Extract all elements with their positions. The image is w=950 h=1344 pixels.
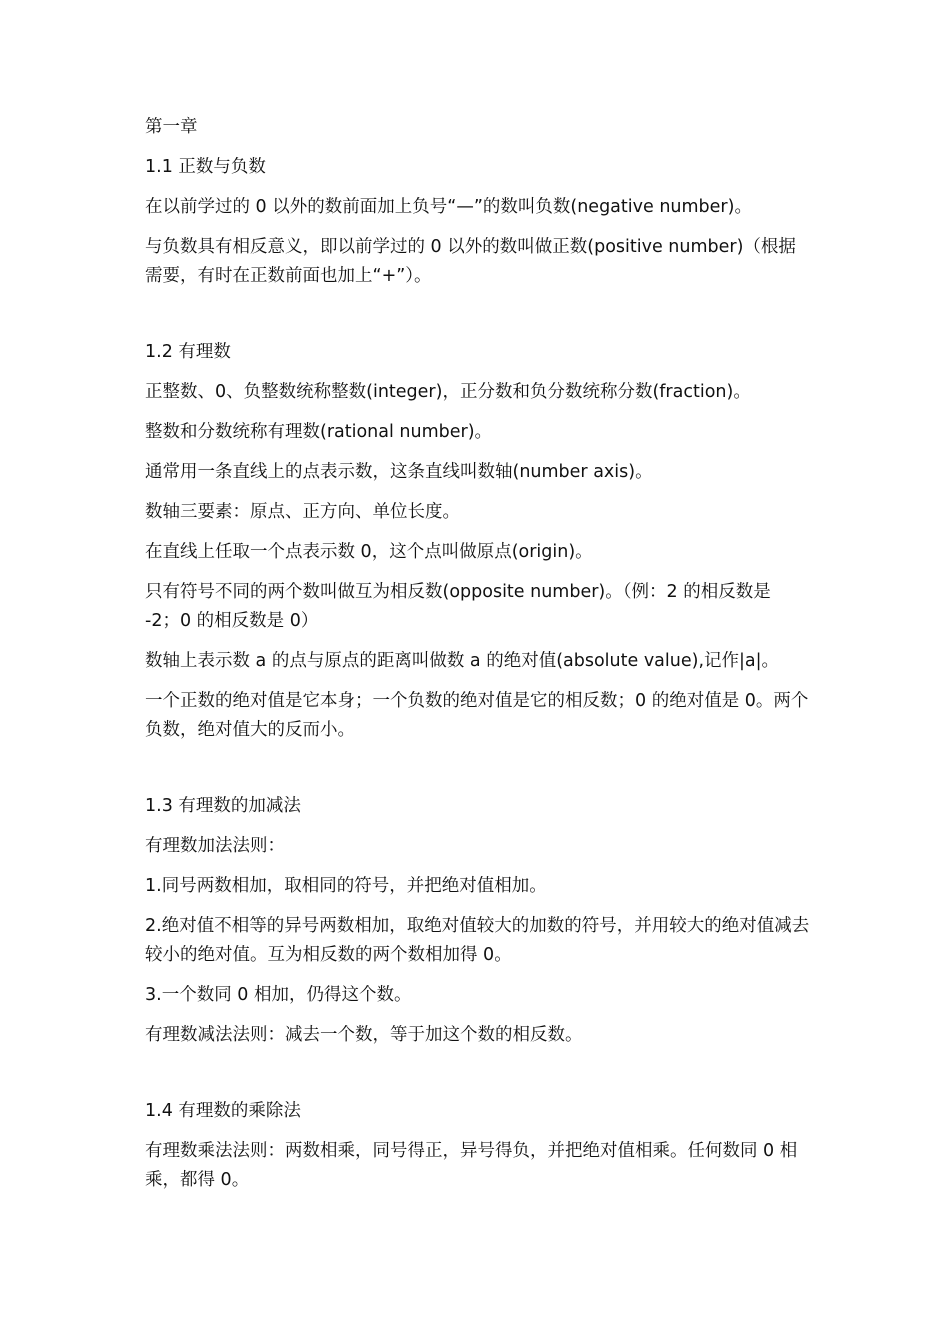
paragraph: 有理数乘法法则：两数相乘，同号得正，异号得负，并把绝对值相乘。任何数同 0 相乘，都得 0。: [145, 1141, 798, 1190]
paragraph: 只有符号不同的两个数叫做互为相反数(opposite number)。（例：2 的相反数是 -2；0 的相反数是 0）: [145, 582, 771, 631]
chapter-title: 第一章: [145, 117, 198, 137]
section-spacer: [145, 302, 810, 338]
section-title-1-4: 1.4 有理数的乘除法: [145, 1101, 301, 1121]
paragraph: 在直线上任取一个点表示数 0，这个点叫做原点(origin)。: [145, 542, 593, 562]
paragraph: 2.绝对值不相等的异号两数相加，取绝对值较大的加数的符号，并用较大的绝对值减去较小的绝对值。互为相反数的两个数相加得 0。: [145, 916, 810, 965]
paragraph: 在以前学过的 0 以外的数前面加上负号“—”的数叫负数(negative number)。: [145, 197, 752, 217]
paragraph: 整数和分数统称有理数(rational number)。: [145, 422, 493, 442]
section-spacer: [145, 756, 810, 792]
paragraph: 3.一个数同 0 相加，仍得这个数。: [145, 985, 412, 1005]
paragraph: 与负数具有相反意义，即以前学过的 0 以外的数叫做正数(positive number)（根据需要，有时在正数前面也加上“+”）。: [145, 237, 796, 286]
paragraph: 一个正数的绝对值是它本身；一个负数的绝对值是它的相反数；0 的绝对值是 0。两个负数，绝对值大的反而小。: [145, 691, 809, 740]
paragraph: 数轴上表示数 a 的点与原点的距离叫做数 a 的绝对值(absolute value),记作|a|。: [145, 651, 780, 671]
paragraph: 有理数减法法则：减去一个数，等于加这个数的相反数。: [145, 1025, 583, 1045]
paragraph: 数轴三要素：原点、正方向、单位长度。: [145, 502, 460, 522]
section-title-1-1: 1.1 正数与负数: [145, 157, 266, 177]
section-title-1-3: 1.3 有理数的加减法: [145, 796, 301, 816]
document-page: [145, 113, 810, 1206]
section-title-1-2: 1.2 有理数: [145, 342, 231, 362]
paragraph: 1.同号两数相加，取相同的符号，并把绝对值相加。: [145, 876, 547, 896]
paragraph: 通常用一条直线上的点表示数，这条直线叫数轴(number axis)。: [145, 462, 653, 482]
paragraph: 有理数加法法则：: [145, 836, 285, 856]
paragraph: 正整数、0、负整数统称整数(integer)，正分数和负分数统称分数(fraction)。: [145, 382, 751, 402]
section-spacer: [145, 1061, 810, 1097]
